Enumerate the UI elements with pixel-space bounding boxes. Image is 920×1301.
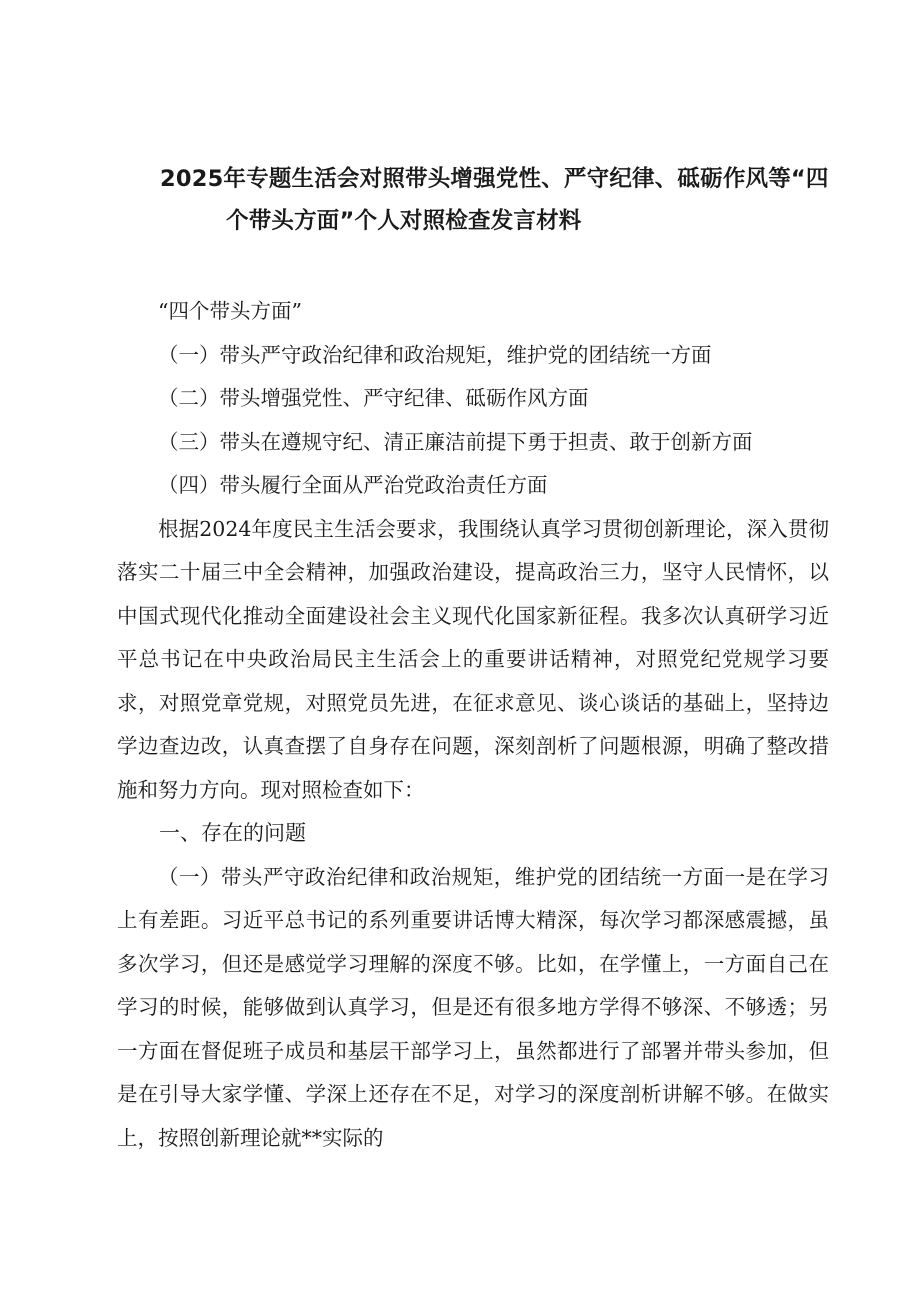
list-item-2: （二）带头增强党性、严守纪律、砥砺作风方面 — [158, 386, 589, 410]
list-item-3: （三）带头在遵规守纪、清正廉洁前提下勇于担责、敢于创新方面 — [158, 429, 753, 454]
section-heading-1: 一、存在的问题 — [159, 821, 306, 845]
list-item-4: （四）带头履行全面从严治党政治责任方面 — [158, 473, 548, 497]
title-line-1: 2025年专题生活会对照带头增强党性、严守纪律、砥砺作风等“四 — [160, 166, 829, 192]
document-title — [160, 158, 860, 242]
list-item-1: （一）带头严守政治纪律和政治规矩，维护党的团结统一方面 — [158, 342, 712, 367]
intro-label: “四个带头方面” — [158, 299, 302, 323]
paragraph-1: 根据2024年度民主生活会要求，我围绕认真学习贯彻创新理论，深入贯彻落实二十届三中全会精神，加强政治建设，提高政治三力，坚守人民情怀，以中国式现代化推动全面建设社会主义现代化国家新征程。我多次认真研学习近平总书记在中央政治局民主生活会上的重要讲话精神，对照党纪党规学习要求，对照党章党规，对照党员先进，在征求意见、谈心谈话的基础上，坚持边学边查边改，认真查摆了自身存在问题，深刻剖析了问题根源，明确了整改措施和努力方向。现对照检查如下： — [117, 516, 829, 802]
title-line-2: 个带头方面”个人对照检查发言材料 — [226, 208, 582, 234]
paragraph-2: （一）带头严守政治纪律和政治规矩，维护党的团结统一方面一是在学习上有差距。习近平总书记的系列重要讲话博大精深，每次学习都深感震撼，虽多次学习，但还是感觉学习理解的深度不够。比如，在学懂上，一方面自己在学习的时候，能够做到认真学习，但是还有很多地方学得不够深、不够透；另一方面在督促班子成员和基层干部学习上，虽然都进行了部署并带头参加，但是在引导大家学懂、学深上还存在不足，对学习的深度剖析讲解不够。在做实上，按照创新理论就**实际的 — [117, 864, 829, 1150]
document-body — [117, 290, 829, 1160]
